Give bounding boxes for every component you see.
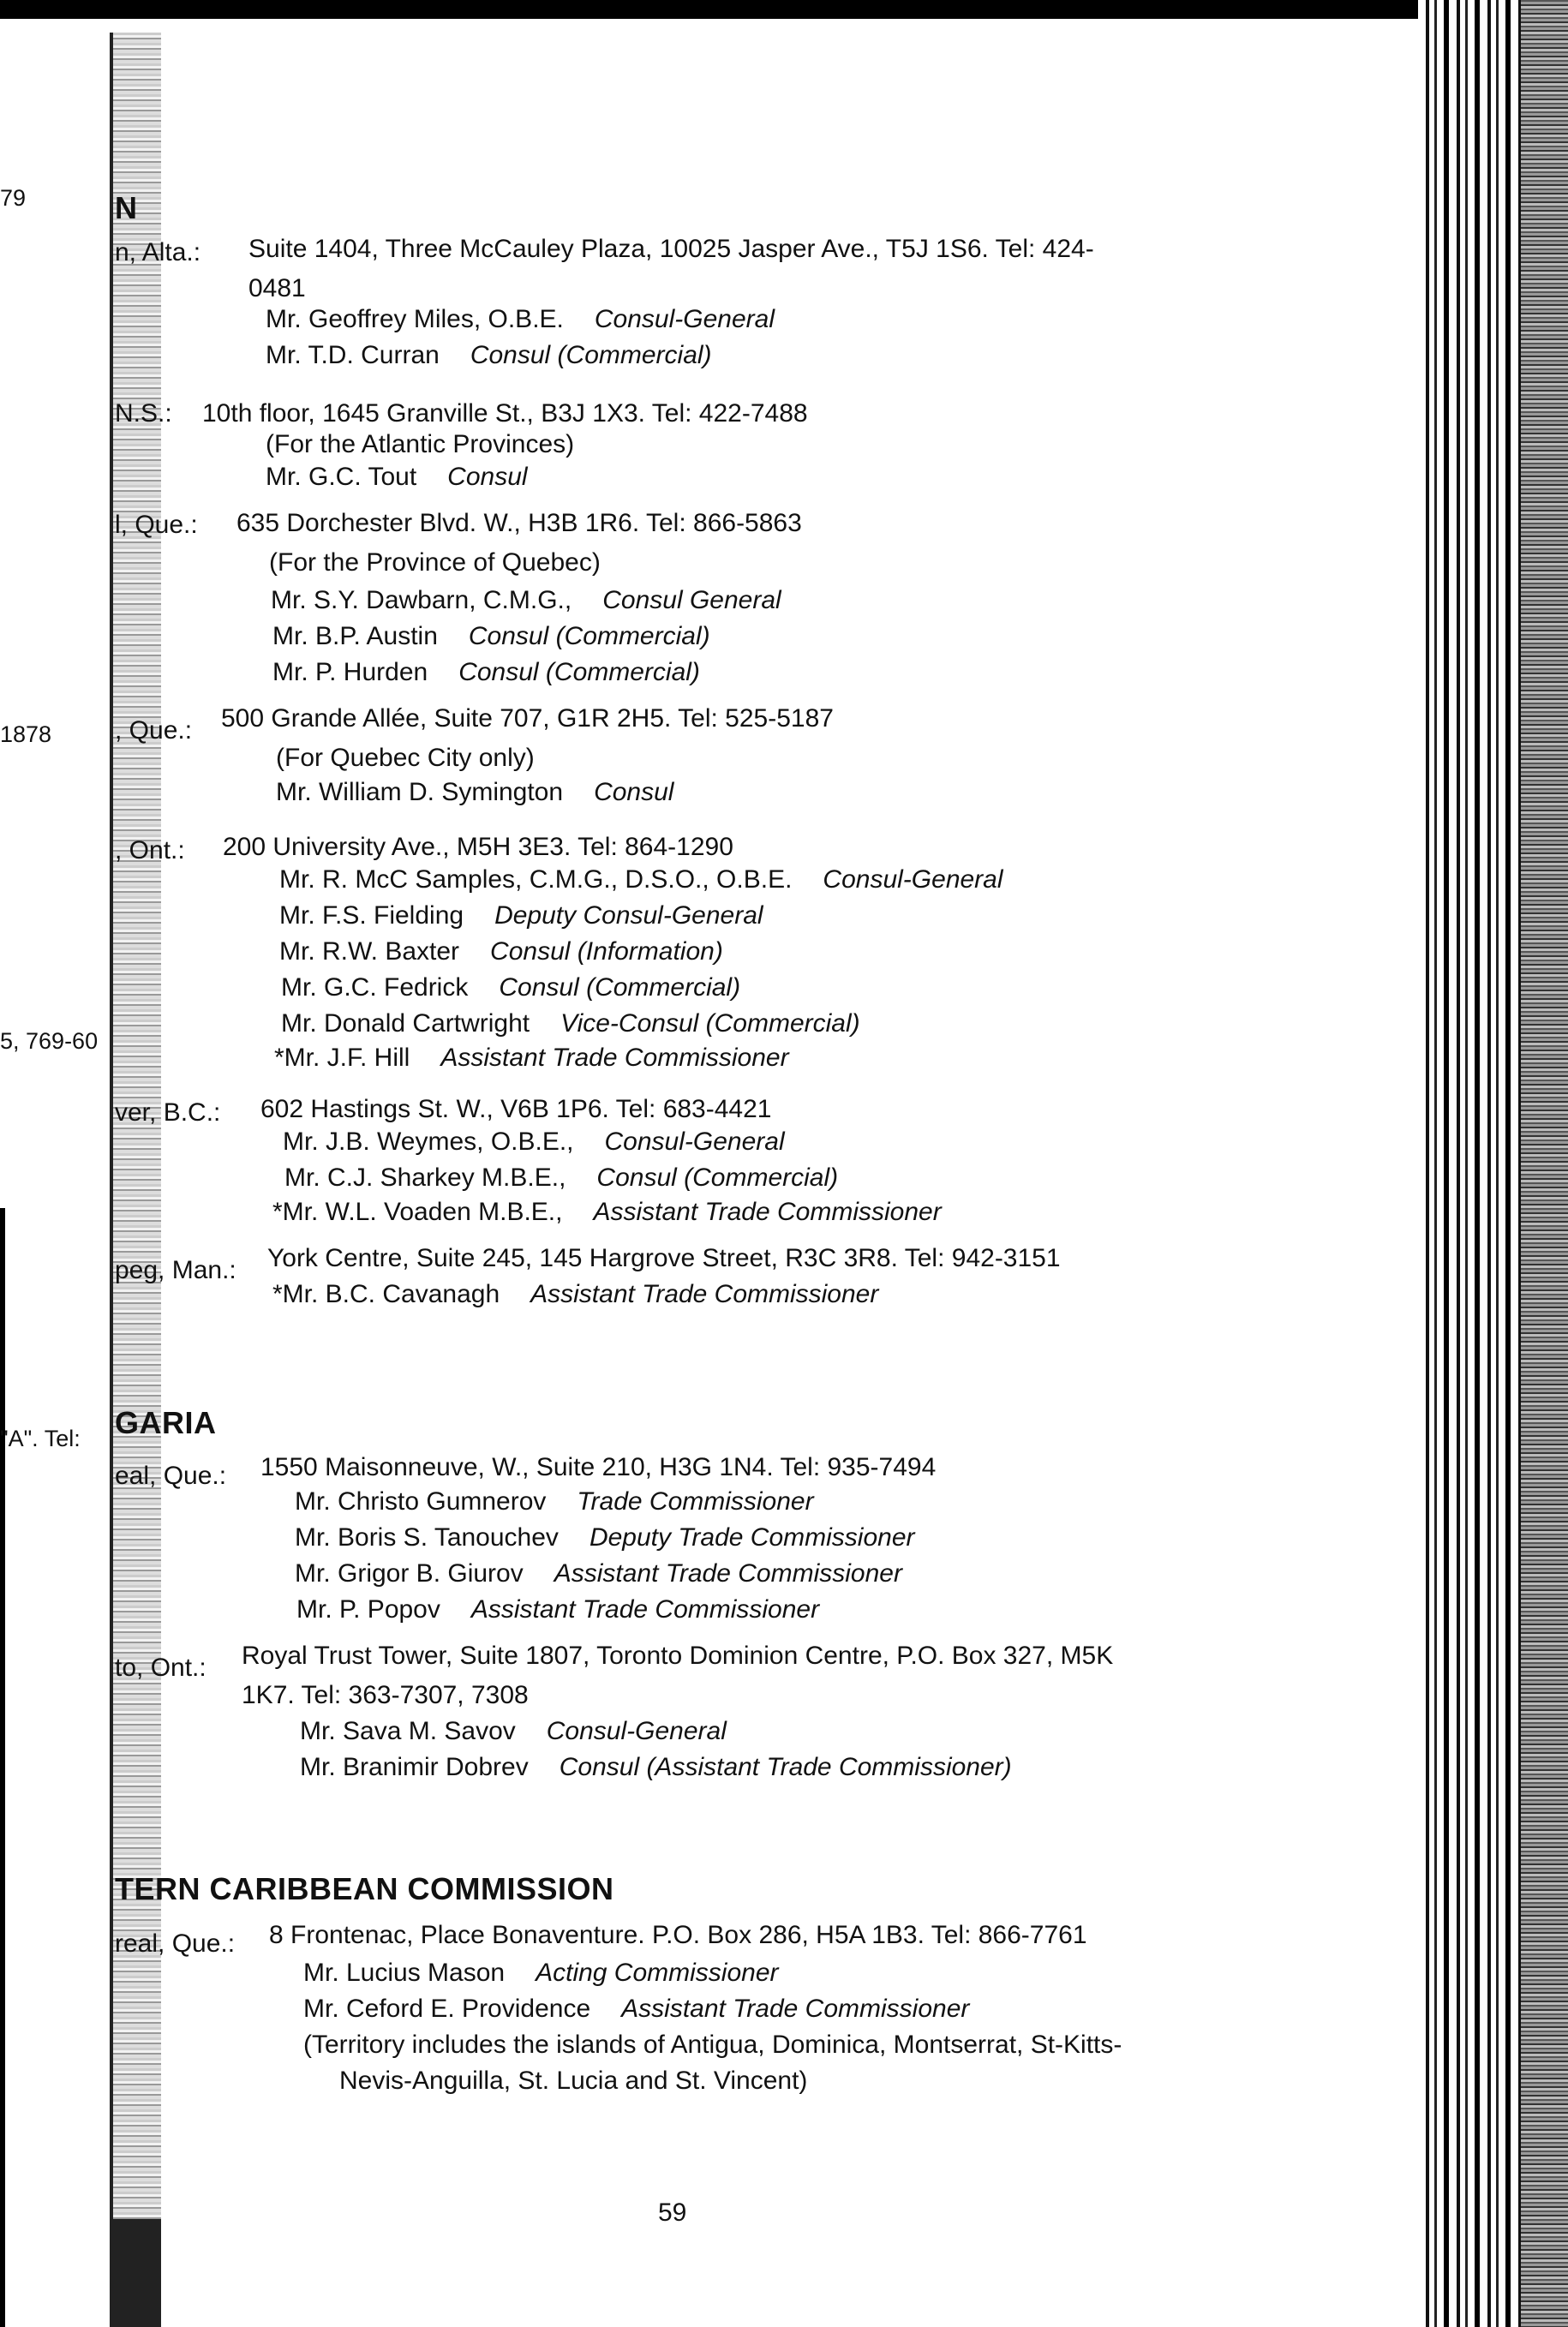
- office-address: 602 Hastings St. W., V6B 1P6. Tel: 683-4421: [260, 1095, 772, 1123]
- person-row: [271, 586, 781, 615]
- person-title: Acting Commissioner: [536, 1959, 779, 1987]
- person-row: [281, 973, 740, 1002]
- person-name: Mr. Branimir Dobrev: [300, 1753, 529, 1781]
- person-row: [272, 622, 710, 651]
- office-address: 200 University Ave., M5H 3E3. Tel: 864-1290: [223, 833, 733, 861]
- person-row: [272, 658, 700, 687]
- person-name: Mr. C.J. Sharkey M.B.E.,: [284, 1164, 566, 1192]
- person-title: Consul (Assistant Trade Commissioner): [559, 1753, 1012, 1781]
- office-city: , Ont.:: [115, 836, 185, 864]
- person-title: Consul: [447, 463, 528, 491]
- page-number: 59: [658, 2198, 687, 2227]
- person-name: Mr. Boris S. Tanouchev: [295, 1523, 559, 1552]
- person-title: Consul-General: [604, 1128, 785, 1156]
- page-edges: [1418, 0, 1568, 2327]
- person-title: Deputy Trade Commissioner: [589, 1523, 915, 1552]
- person-name: Mr. P. Hurden: [272, 658, 428, 686]
- person-title: Consul-General: [823, 865, 1003, 894]
- person-row: [303, 1995, 969, 2024]
- person-row: [279, 865, 1003, 894]
- person-title: Consul (Information): [490, 937, 723, 966]
- person-row: [296, 1595, 819, 1624]
- person-row: [266, 305, 775, 334]
- section-heading: TERN CARIBBEAN COMMISSION: [115, 1871, 614, 1906]
- person-title: Deputy Consul-General: [494, 901, 763, 930]
- person-name: Mr. J.B. Weymes, O.B.E.,: [283, 1128, 574, 1156]
- person-name: Mr. G.C. Fedrick: [281, 973, 469, 1002]
- person-title: Consul (Commercial): [468, 622, 710, 650]
- office-city: ver, B.C.:: [115, 1098, 221, 1127]
- office-note: (For Quebec City only): [276, 744, 535, 772]
- binding-gutter-bottom: [110, 2219, 161, 2327]
- office-city: n, Alta.:: [115, 238, 201, 266]
- office-city: peg, Man.:: [115, 1256, 236, 1284]
- person-name: Mr. Christo Gumnerov: [295, 1487, 547, 1516]
- office-footnote: (Territory includes the islands of Antigua, Dominica, Montserrat, St-Kitts-: [303, 2031, 1122, 2059]
- person-title: Trade Commissioner: [577, 1487, 814, 1516]
- person-title: Consul General: [602, 586, 781, 614]
- person-row: [281, 1009, 860, 1038]
- office-address: 500 Grande Allée, Suite 707, G1R 2H5. Tel: 525-5187: [221, 704, 834, 733]
- person-name: Mr. R.W. Baxter: [279, 937, 460, 966]
- person-title: Assistant Trade Commissioner: [470, 1595, 820, 1624]
- person-name: Mr. G.C. Tout: [266, 463, 417, 491]
- office-address: 10th floor, 1645 Granville St., B3J 1X3. Tel: 422-7488: [202, 399, 808, 428]
- person-title: Assistant Trade Commissioner: [530, 1280, 879, 1308]
- office-address-cont: 0481: [248, 274, 306, 302]
- office-city: to, Ont.:: [115, 1654, 206, 1682]
- person-name: Mr. Donald Cartwright: [281, 1009, 530, 1038]
- left-page-edge: [0, 1208, 5, 2327]
- person-name: *Mr. B.C. Cavanagh: [272, 1280, 500, 1308]
- margin-fragment: "A". Tel:: [0, 1426, 81, 1451]
- person-name: *Mr. J.F. Hill: [274, 1044, 410, 1072]
- office-note: (For the Atlantic Provinces): [266, 430, 575, 458]
- person-row: [279, 937, 723, 966]
- person-row: [274, 1044, 789, 1073]
- margin-fragment: 5, 769-60: [0, 1028, 99, 1054]
- office-address: 635 Dorchester Blvd. W., H3B 1R6. Tel: 866-5863: [236, 509, 802, 537]
- person-row: [272, 1198, 942, 1227]
- section-heading: GARIA: [115, 1405, 217, 1440]
- office-city: l, Que.:: [115, 511, 198, 539]
- person-name: Mr. Lucius Mason: [303, 1959, 506, 1987]
- margin-fragment: 79: [0, 185, 27, 211]
- person-row: [295, 1487, 814, 1516]
- person-title: Assistant Trade Commissioner: [440, 1044, 789, 1072]
- office-address: Royal Trust Tower, Suite 1807, Toronto Dominion Centre, P.O. Box 327, M5K: [242, 1642, 1114, 1670]
- person-row: [272, 1280, 878, 1309]
- person-title: Consul (Commercial): [458, 658, 700, 686]
- person-name: Mr. T.D. Curran: [266, 341, 440, 369]
- person-name: Mr. B.P. Austin: [272, 622, 438, 650]
- person-name: Mr. Sava M. Savov: [300, 1717, 516, 1745]
- person-row: [266, 463, 528, 492]
- person-row: [295, 1559, 902, 1588]
- person-title: Consul (Commercial): [596, 1164, 839, 1192]
- binding-gutter: [110, 33, 161, 2327]
- person-title: Consul (Commercial): [499, 973, 741, 1002]
- person-title: Assistant Trade Commissioner: [554, 1559, 902, 1588]
- person-title: Consul-General: [546, 1717, 727, 1745]
- office-footnote-cont: Nevis-Anguilla, St. Lucia and St. Vincent): [339, 2067, 808, 2095]
- office-city: N.S.:: [115, 399, 172, 428]
- person-title: Assistant Trade Commissioner: [621, 1995, 970, 2023]
- person-row: [266, 341, 712, 370]
- office-city: , Que.:: [115, 716, 193, 745]
- person-name: Mr. Geoffrey Miles, O.B.E.: [266, 305, 564, 333]
- person-row: [284, 1164, 838, 1193]
- office-city: eal, Que.:: [115, 1462, 227, 1490]
- person-row: [283, 1128, 785, 1157]
- person-row: [300, 1753, 1012, 1782]
- office-city: real, Que.:: [115, 1929, 236, 1958]
- person-title: Consul-General: [594, 305, 775, 333]
- person-name: Mr. F.S. Fielding: [279, 901, 464, 930]
- person-row: [300, 1717, 727, 1746]
- person-name: Mr. Ceford E. Providence: [303, 1995, 591, 2023]
- person-name: Mr. S.Y. Dawbarn, C.M.G.,: [271, 586, 572, 614]
- section-heading: N: [115, 190, 138, 225]
- office-address: Suite 1404, Three McCauley Plaza, 10025 Jasper Ave., T5J 1S6. Tel: 424-: [248, 235, 1094, 263]
- person-name: Mr. William D. Symington: [276, 778, 564, 806]
- person-row: [303, 1959, 779, 1988]
- office-note: (For the Province of Quebec): [269, 548, 601, 577]
- office-address: 8 Frontenac, Place Bonaventure. P.O. Box 286, H5A 1B3. Tel: 866-7761: [269, 1921, 1087, 1949]
- office-address-cont: 1K7. Tel: 363-7307, 7308: [242, 1681, 529, 1709]
- person-name: Mr. R. McC Samples, C.M.G., D.S.O., O.B.E.: [279, 865, 793, 894]
- person-title: Consul: [594, 778, 674, 806]
- person-row: [295, 1523, 915, 1552]
- person-row: [279, 901, 763, 930]
- office-address: York Centre, Suite 245, 145 Hargrove Street, R3C 3R8. Tel: 942-3151: [267, 1244, 1061, 1272]
- margin-fragment: 1878: [0, 721, 52, 747]
- person-title: Consul (Commercial): [470, 341, 712, 369]
- person-title: Assistant Trade Commissioner: [593, 1198, 942, 1226]
- office-address: 1550 Maisonneuve, W., Suite 210, H3G 1N4. Tel: 935-7494: [260, 1453, 937, 1481]
- person-name: Mr. P. Popov: [296, 1595, 440, 1624]
- person-row: [276, 778, 673, 807]
- person-name: *Mr. W.L. Voaden M.B.E.,: [272, 1198, 563, 1226]
- person-title: Vice-Consul (Commercial): [560, 1009, 860, 1038]
- person-name: Mr. Grigor B. Giurov: [295, 1559, 524, 1588]
